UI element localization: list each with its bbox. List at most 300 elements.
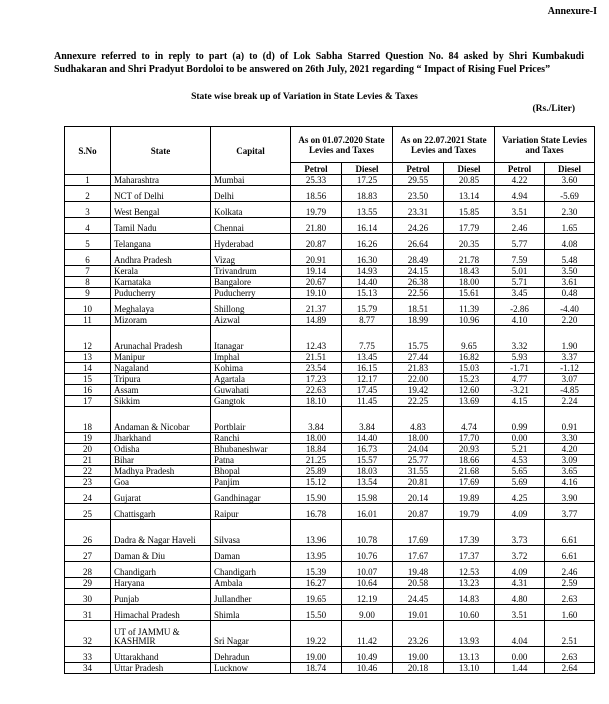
header-diesel: Diesel [444, 163, 495, 175]
diesel-2021-cell: 18.43 [444, 266, 495, 277]
state-cell: Punjab [111, 589, 211, 605]
diesel-2021-cell: 20.35 [444, 234, 495, 250]
diesel-2020-cell: 15.79 [342, 299, 393, 315]
petrol-variation-cell: 3.45 [495, 288, 545, 299]
diesel-variation-cell: 0.48 [545, 288, 595, 299]
petrol-variation-cell: 0.00 [495, 433, 545, 444]
state-cell: West Bengal [111, 202, 211, 218]
table-row [65, 578, 595, 589]
table-row [65, 186, 595, 202]
petrol-2020-cell: 12.43 [291, 326, 342, 352]
diesel-2020-cell: 10.46 [342, 663, 393, 674]
header-diesel: Diesel [342, 163, 393, 175]
petrol-2020-cell: 25.33 [291, 175, 342, 186]
petrol-2021-cell: 22.00 [393, 374, 444, 385]
diesel-variation-cell: 2.64 [545, 663, 595, 674]
diesel-2021-cell: 17.37 [444, 546, 495, 562]
diesel-2021-cell: 13.13 [444, 647, 495, 663]
state-cell: Karnataka [111, 277, 211, 288]
capital-cell: Imphal [211, 352, 291, 363]
petrol-2021-cell: 17.69 [393, 520, 444, 546]
diesel-2020-cell: 16.30 [342, 250, 393, 266]
petrol-variation-cell: 4.80 [495, 589, 545, 605]
petrol-2021-cell: 19.00 [393, 647, 444, 663]
petrol-2020-cell: 20.87 [291, 234, 342, 250]
diesel-variation-cell: 6.61 [545, 546, 595, 562]
diesel-2020-cell: 15.57 [342, 455, 393, 466]
petrol-2020-cell: 17.23 [291, 374, 342, 385]
petrol-variation-cell: 0.99 [495, 407, 545, 433]
diesel-variation-cell: 2.51 [545, 621, 595, 647]
diesel-2020-cell: 16.26 [342, 234, 393, 250]
table-row [65, 234, 595, 250]
table-row [65, 444, 595, 455]
diesel-variation-cell: -5.69 [545, 186, 595, 202]
state-cell: Mizoram [111, 315, 211, 326]
petrol-2021-cell: 24.04 [393, 444, 444, 455]
diesel-2020-cell: 15.98 [342, 488, 393, 504]
state-cell: Chandigarh [111, 562, 211, 578]
table-row [65, 288, 595, 299]
sno-cell: 31 [65, 605, 111, 621]
table-row [65, 250, 595, 266]
capital-cell: Chennai [211, 218, 291, 234]
unit-label: (Rs./Liter) [532, 104, 575, 114]
state-cell: Chattisgarh [111, 504, 211, 520]
table-row [65, 455, 595, 466]
petrol-2020-cell: 20.91 [291, 250, 342, 266]
sno-cell: 23 [65, 477, 111, 488]
diesel-2020-cell: 12.19 [342, 589, 393, 605]
capital-cell: Portblair [211, 407, 291, 433]
header-state: State [111, 127, 211, 175]
petrol-2020-cell: 19.14 [291, 266, 342, 277]
diesel-2021-cell: 17.69 [444, 477, 495, 488]
capital-cell: Daman [211, 546, 291, 562]
diesel-2020-cell: 16.15 [342, 363, 393, 374]
diesel-2021-cell: 9.65 [444, 326, 495, 352]
state-cell: Odisha [111, 444, 211, 455]
diesel-2020-cell: 10.76 [342, 546, 393, 562]
sno-cell: 34 [65, 663, 111, 674]
petrol-variation-cell: 5.77 [495, 234, 545, 250]
sno-cell: 28 [65, 562, 111, 578]
capital-cell: Chandigarh [211, 562, 291, 578]
petrol-2020-cell: 20.67 [291, 277, 342, 288]
table-row [65, 396, 595, 407]
table-row [65, 202, 595, 218]
table-row [65, 477, 595, 488]
petrol-2020-cell: 18.00 [291, 433, 342, 444]
diesel-2021-cell: 15.61 [444, 288, 495, 299]
petrol-2021-cell: 20.81 [393, 477, 444, 488]
sno-cell: 3 [65, 202, 111, 218]
diesel-2020-cell: 10.49 [342, 647, 393, 663]
diesel-variation-cell: 1.60 [545, 605, 595, 621]
diesel-2021-cell: 17.39 [444, 520, 495, 546]
diesel-2021-cell: 16.82 [444, 352, 495, 363]
petrol-2021-cell: 21.83 [393, 363, 444, 374]
diesel-2020-cell: 12.17 [342, 374, 393, 385]
state-cell: NCT of Delhi [111, 186, 211, 202]
table-row [65, 589, 595, 605]
capital-cell: Gandhinagar [211, 488, 291, 504]
diesel-2021-cell: 12.60 [444, 385, 495, 396]
petrol-2020-cell: 19.22 [291, 621, 342, 647]
state-cell: Uttar Pradesh [111, 663, 211, 674]
table-row [65, 605, 595, 621]
diesel-variation-cell: 3.60 [545, 175, 595, 186]
state-cell: Himachal Pradesh [111, 605, 211, 621]
diesel-variation-cell: 3.30 [545, 433, 595, 444]
diesel-2021-cell: 21.68 [444, 466, 495, 477]
petrol-variation-cell: 4.22 [495, 175, 545, 186]
sno-cell: 10 [65, 299, 111, 315]
table-row [65, 385, 595, 396]
table-row [65, 433, 595, 444]
state-cell: Tripura [111, 374, 211, 385]
diesel-2021-cell: 19.79 [444, 504, 495, 520]
petrol-2020-cell: 14.89 [291, 315, 342, 326]
diesel-2020-cell: 8.77 [342, 315, 393, 326]
state-cell: Telangana [111, 234, 211, 250]
state-cell: Bihar [111, 455, 211, 466]
table-row [65, 488, 595, 504]
petrol-2020-cell: 15.39 [291, 562, 342, 578]
diesel-variation-cell: 5.48 [545, 250, 595, 266]
petrol-2021-cell: 31.55 [393, 466, 444, 477]
diesel-2021-cell: 10.96 [444, 315, 495, 326]
capital-cell: Kohima [211, 363, 291, 374]
diesel-2021-cell: 13.69 [444, 396, 495, 407]
diesel-2021-cell: 12.53 [444, 562, 495, 578]
petrol-2021-cell: 25.77 [393, 455, 444, 466]
sno-cell: 8 [65, 277, 111, 288]
capital-cell: Raipur [211, 504, 291, 520]
petrol-variation-cell: 3.72 [495, 546, 545, 562]
table-row [65, 175, 595, 186]
petrol-2020-cell: 19.79 [291, 202, 342, 218]
diesel-variation-cell: -4.40 [545, 299, 595, 315]
sno-cell: 12 [65, 326, 111, 352]
petrol-2021-cell: 18.51 [393, 299, 444, 315]
petrol-2021-cell: 19.42 [393, 385, 444, 396]
petrol-2021-cell: 15.75 [393, 326, 444, 352]
diesel-2020-cell: 18.03 [342, 466, 393, 477]
state-cell: Uttarakhand [111, 647, 211, 663]
state-cell: Sikkim [111, 396, 211, 407]
state-cell: Andhra Pradesh [111, 250, 211, 266]
table-row [65, 352, 595, 363]
diesel-2020-cell: 16.14 [342, 218, 393, 234]
sno-cell: 24 [65, 488, 111, 504]
diesel-variation-cell: 4.08 [545, 234, 595, 250]
diesel-variation-cell: 3.37 [545, 352, 595, 363]
table-row [65, 374, 595, 385]
state-cell: Arunachal Pradesh [111, 326, 211, 352]
capital-cell: Mumbai [211, 175, 291, 186]
diesel-variation-cell: 6.61 [545, 520, 595, 546]
petrol-2020-cell: 25.89 [291, 466, 342, 477]
annexure-label: Annexure-I [547, 6, 597, 17]
table-body [65, 175, 595, 674]
diesel-2020-cell: 17.25 [342, 175, 393, 186]
sno-cell: 14 [65, 363, 111, 374]
state-cell: Jharkhand [111, 433, 211, 444]
capital-cell: Aizwal [211, 315, 291, 326]
sno-cell: 17 [65, 396, 111, 407]
petrol-2021-cell: 22.25 [393, 396, 444, 407]
petrol-variation-cell: 4.53 [495, 455, 545, 466]
diesel-2020-cell: 15.13 [342, 288, 393, 299]
petrol-2020-cell: 21.25 [291, 455, 342, 466]
state-cell: Daman & Diu [111, 546, 211, 562]
petrol-2020-cell: 23.54 [291, 363, 342, 374]
diesel-2020-cell: 11.45 [342, 396, 393, 407]
sno-cell: 6 [65, 250, 111, 266]
diesel-variation-cell: 3.09 [545, 455, 595, 466]
table-row [65, 504, 595, 520]
diesel-2020-cell: 10.07 [342, 562, 393, 578]
petrol-variation-cell: 4.31 [495, 578, 545, 589]
petrol-2020-cell: 19.10 [291, 288, 342, 299]
diesel-variation-cell: 2.63 [545, 647, 595, 663]
state-cell: Nagaland [111, 363, 211, 374]
petrol-2020-cell: 18.10 [291, 396, 342, 407]
petrol-variation-cell: 4.10 [495, 315, 545, 326]
diesel-2021-cell: 15.23 [444, 374, 495, 385]
sno-cell: 30 [65, 589, 111, 605]
capital-cell: Kolkata [211, 202, 291, 218]
capital-cell: Sri Nagar [211, 621, 291, 647]
sno-cell: 1 [65, 175, 111, 186]
sno-cell: 16 [65, 385, 111, 396]
diesel-2020-cell: 16.01 [342, 504, 393, 520]
diesel-variation-cell: 3.90 [545, 488, 595, 504]
diesel-2020-cell: 9.00 [342, 605, 393, 621]
state-cell: Kerala [111, 266, 211, 277]
diesel-2020-cell: 14.40 [342, 433, 393, 444]
sno-cell: 11 [65, 315, 111, 326]
petrol-variation-cell: -3.21 [495, 385, 545, 396]
header-petrol: Petrol [393, 163, 444, 175]
petrol-2020-cell: 3.84 [291, 407, 342, 433]
table-row [65, 407, 595, 433]
sno-cell: 21 [65, 455, 111, 466]
diesel-2021-cell: 20.93 [444, 444, 495, 455]
petrol-2021-cell: 24.15 [393, 266, 444, 277]
diesel-variation-cell: 3.61 [545, 277, 595, 288]
petrol-variation-cell: 5.69 [495, 477, 545, 488]
petrol-2021-cell: 18.99 [393, 315, 444, 326]
petrol-2021-cell: 23.26 [393, 621, 444, 647]
petrol-2020-cell: 19.65 [291, 589, 342, 605]
petrol-2021-cell: 20.18 [393, 663, 444, 674]
sno-cell: 25 [65, 504, 111, 520]
capital-cell: Panjim [211, 477, 291, 488]
diesel-2021-cell: 15.85 [444, 202, 495, 218]
state-cell: Dadra & Nagar Haveli [111, 520, 211, 546]
sno-cell: 29 [65, 578, 111, 589]
diesel-2021-cell: 18.00 [444, 277, 495, 288]
sno-cell: 19 [65, 433, 111, 444]
state-cell: Haryana [111, 578, 211, 589]
sno-cell: 5 [65, 234, 111, 250]
petrol-variation-cell: 4.77 [495, 374, 545, 385]
capital-cell: Puducherry [211, 288, 291, 299]
capital-cell: Trivandrum [211, 266, 291, 277]
state-cell: Assam [111, 385, 211, 396]
sno-cell: 9 [65, 288, 111, 299]
petrol-2020-cell: 21.51 [291, 352, 342, 363]
diesel-2020-cell: 18.83 [342, 186, 393, 202]
diesel-2021-cell: 18.66 [444, 455, 495, 466]
header-diesel: Diesel [545, 163, 595, 175]
petrol-variation-cell: 4.25 [495, 488, 545, 504]
petrol-2021-cell: 29.55 [393, 175, 444, 186]
diesel-2021-cell: 19.89 [444, 488, 495, 504]
diesel-2021-cell: 11.39 [444, 299, 495, 315]
capital-cell: Silvasa [211, 520, 291, 546]
diesel-variation-cell: 0.91 [545, 407, 595, 433]
state-cell: Andaman & Nicobar [111, 407, 211, 433]
sno-cell: 15 [65, 374, 111, 385]
table-title: State wise break up of Variation in State Levies & Taxes [191, 92, 418, 102]
sno-cell: 13 [65, 352, 111, 363]
petrol-variation-cell: 0.00 [495, 647, 545, 663]
diesel-2020-cell: 3.84 [342, 407, 393, 433]
sno-cell: 7 [65, 266, 111, 277]
table-row [65, 266, 595, 277]
diesel-variation-cell: 2.59 [545, 578, 595, 589]
diesel-2021-cell: 13.14 [444, 186, 495, 202]
petrol-2020-cell: 21.37 [291, 299, 342, 315]
capital-cell: Ambala [211, 578, 291, 589]
diesel-variation-cell: 3.65 [545, 466, 595, 477]
diesel-2021-cell: 17.79 [444, 218, 495, 234]
petrol-2020-cell: 18.56 [291, 186, 342, 202]
table-row [65, 621, 595, 647]
sno-cell: 22 [65, 466, 111, 477]
petrol-2020-cell: 18.74 [291, 663, 342, 674]
petrol-2021-cell: 22.56 [393, 288, 444, 299]
header-capital: Capital [211, 127, 291, 175]
state-cell: Madhya Pradesh [111, 466, 211, 477]
diesel-2021-cell: 17.70 [444, 433, 495, 444]
petrol-variation-cell: 3.51 [495, 202, 545, 218]
diesel-variation-cell: 2.20 [545, 315, 595, 326]
petrol-variation-cell: 4.09 [495, 562, 545, 578]
capital-cell: Itanagar [211, 326, 291, 352]
petrol-2021-cell: 26.64 [393, 234, 444, 250]
capital-cell: Shillong [211, 299, 291, 315]
diesel-variation-cell: 3.50 [545, 266, 595, 277]
diesel-variation-cell: 2.63 [545, 589, 595, 605]
petrol-2020-cell: 15.50 [291, 605, 342, 621]
document-intro: Annexure referred to in reply to part (a) to (d) of Lok Sabha Starred Question No. 84 asked by Shri Kumbakudi Sudhakaran and Shri Pradyut Bordoloi to be answered on 26th July, 2021 regarding “ Impact of Rising Fuel Prices” [54, 51, 584, 75]
capital-cell: Lucknow [211, 663, 291, 674]
petrol-variation-cell: 4.94 [495, 186, 545, 202]
diesel-2020-cell: 14.40 [342, 277, 393, 288]
sno-cell: 27 [65, 546, 111, 562]
diesel-2021-cell: 4.74 [444, 407, 495, 433]
petrol-variation-cell: 3.32 [495, 326, 545, 352]
petrol-2020-cell: 13.95 [291, 546, 342, 562]
diesel-2021-cell: 13.93 [444, 621, 495, 647]
diesel-variation-cell: 3.77 [545, 504, 595, 520]
petrol-variation-cell: 7.59 [495, 250, 545, 266]
sno-cell: 4 [65, 218, 111, 234]
petrol-variation-cell: 5.93 [495, 352, 545, 363]
diesel-2020-cell: 16.73 [342, 444, 393, 455]
state-cell: Goa [111, 477, 211, 488]
petrol-variation-cell: 5.21 [495, 444, 545, 455]
diesel-2020-cell: 13.55 [342, 202, 393, 218]
petrol-2021-cell: 17.67 [393, 546, 444, 562]
table-row [65, 562, 595, 578]
state-cell: Manipur [111, 352, 211, 363]
petrol-2021-cell: 20.14 [393, 488, 444, 504]
petrol-variation-cell: 4.09 [495, 504, 545, 520]
capital-cell: Hyderabad [211, 234, 291, 250]
diesel-variation-cell: -4.85 [545, 385, 595, 396]
petrol-2021-cell: 19.01 [393, 605, 444, 621]
capital-cell: Guwahati [211, 385, 291, 396]
petrol-2020-cell: 15.90 [291, 488, 342, 504]
petrol-variation-cell: 5.71 [495, 277, 545, 288]
petrol-variation-cell: -2.86 [495, 299, 545, 315]
petrol-2021-cell: 18.00 [393, 433, 444, 444]
header-sno: S.No [65, 127, 111, 175]
table-row [65, 546, 595, 562]
petrol-2020-cell: 13.96 [291, 520, 342, 546]
capital-cell: Agartala [211, 374, 291, 385]
petrol-variation-cell: 5.01 [495, 266, 545, 277]
capital-cell: Bhubaneshwar [211, 444, 291, 455]
diesel-2021-cell: 13.10 [444, 663, 495, 674]
state-cell: UT of JAMMU & KASHMIR [111, 621, 211, 647]
sno-cell: 33 [65, 647, 111, 663]
petrol-2020-cell: 16.78 [291, 504, 342, 520]
diesel-variation-cell: 4.20 [545, 444, 595, 455]
header-2020: As on 01.07.2020 State Levies and Taxes [291, 127, 393, 163]
petrol-2021-cell: 23.50 [393, 186, 444, 202]
diesel-2021-cell: 15.03 [444, 363, 495, 374]
state-cell: Meghalaya [111, 299, 211, 315]
diesel-2021-cell: 10.60 [444, 605, 495, 621]
table-row [65, 663, 595, 674]
diesel-variation-cell: 3.07 [545, 374, 595, 385]
diesel-variation-cell: 2.46 [545, 562, 595, 578]
petrol-variation-cell: 2.46 [495, 218, 545, 234]
petrol-2020-cell: 22.63 [291, 385, 342, 396]
diesel-variation-cell: 2.30 [545, 202, 595, 218]
petrol-variation-cell: 4.04 [495, 621, 545, 647]
table-row [65, 326, 595, 352]
petrol-2021-cell: 4.83 [393, 407, 444, 433]
petrol-2020-cell: 16.27 [291, 578, 342, 589]
table-row [65, 277, 595, 288]
table-row [65, 299, 595, 315]
header-variation: Variation State Levies and Taxes [495, 127, 595, 163]
header-petrol: Petrol [495, 163, 545, 175]
petrol-2021-cell: 28.49 [393, 250, 444, 266]
petrol-variation-cell: 1.44 [495, 663, 545, 674]
petrol-2021-cell: 27.44 [393, 352, 444, 363]
diesel-2020-cell: 14.93 [342, 266, 393, 277]
header-petrol: Petrol [291, 163, 342, 175]
state-cell: Gujarat [111, 488, 211, 504]
